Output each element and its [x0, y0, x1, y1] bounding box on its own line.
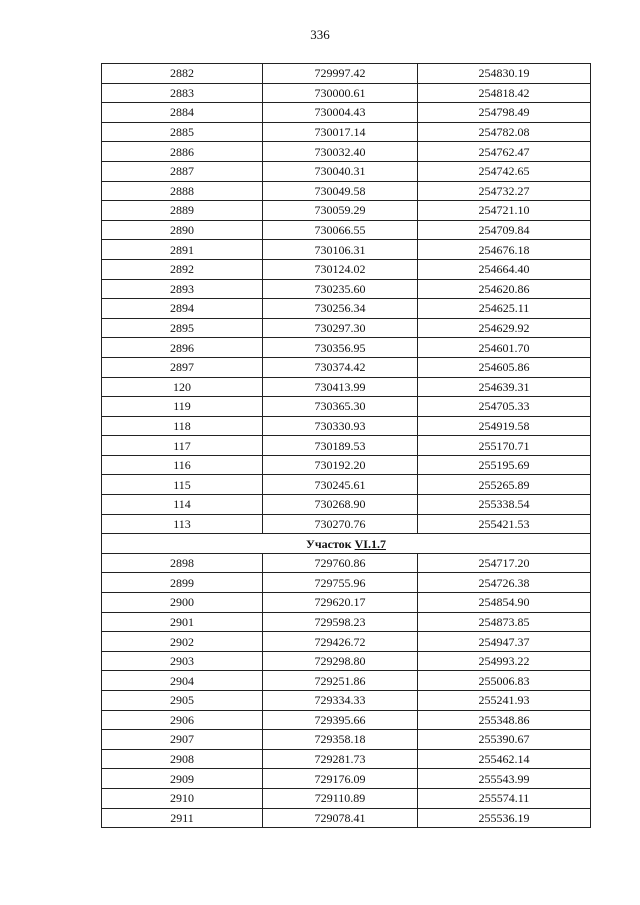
section-header: [102, 534, 591, 554]
y-coordinate-cell: 255241.93: [418, 691, 591, 711]
point-number-cell: 120: [102, 377, 263, 397]
point-number-cell: 2882: [102, 64, 263, 84]
y-coordinate-cell: 255195.69: [418, 455, 591, 475]
table-row: [102, 201, 591, 221]
point-number-cell: 115: [102, 475, 263, 495]
y-coordinate-cell: 255170.71: [418, 436, 591, 456]
y-coordinate-cell: 255006.83: [418, 671, 591, 691]
y-coordinate-cell: 254726.38: [418, 573, 591, 593]
point-number-cell: 2898: [102, 553, 263, 573]
x-coordinate-cell: 730297.30: [263, 318, 418, 338]
point-number-cell: 2884: [102, 103, 263, 123]
table-row: [102, 377, 591, 397]
x-coordinate-cell: 730270.76: [263, 514, 418, 534]
table-row: [102, 749, 591, 769]
point-number-cell: 2896: [102, 338, 263, 358]
x-coordinate-cell: 729334.33: [263, 691, 418, 711]
point-number-cell: 2883: [102, 83, 263, 103]
x-coordinate-cell: 729598.23: [263, 612, 418, 632]
point-number-cell: 2909: [102, 769, 263, 789]
table-row: [102, 357, 591, 377]
x-coordinate-cell: 729755.96: [263, 573, 418, 593]
table-row: [102, 240, 591, 260]
x-coordinate-cell: 729997.42: [263, 64, 418, 84]
y-coordinate-cell: 254798.49: [418, 103, 591, 123]
x-coordinate-cell: 729110.89: [263, 788, 418, 808]
table-row: [102, 142, 591, 162]
y-coordinate-cell: 254782.08: [418, 122, 591, 142]
point-number-cell: 2894: [102, 299, 263, 319]
page-number: 336: [310, 27, 330, 42]
table-row: [102, 338, 591, 358]
table-row: [102, 103, 591, 123]
x-coordinate-cell: 729426.72: [263, 632, 418, 652]
y-coordinate-cell: 254639.31: [418, 377, 591, 397]
point-number-cell: 2900: [102, 593, 263, 613]
point-number-cell: 2910: [102, 788, 263, 808]
x-coordinate-cell: 730124.02: [263, 259, 418, 279]
point-number-cell: 118: [102, 416, 263, 436]
table-row: [102, 651, 591, 671]
point-number-cell: 119: [102, 397, 263, 417]
y-coordinate-cell: 254919.58: [418, 416, 591, 436]
table-row: [102, 397, 591, 417]
y-coordinate-cell: 255574.11: [418, 788, 591, 808]
x-coordinate-cell: 730374.42: [263, 357, 418, 377]
x-coordinate-cell: 730245.61: [263, 475, 418, 495]
table-row: [102, 730, 591, 750]
point-number-cell: 2889: [102, 201, 263, 221]
x-coordinate-cell: 729298.80: [263, 651, 418, 671]
point-number-cell: 2911: [102, 808, 263, 828]
x-coordinate-cell: 730106.31: [263, 240, 418, 260]
point-number-cell: 2897: [102, 357, 263, 377]
point-number-cell: 2899: [102, 573, 263, 593]
x-coordinate-cell: 729176.09: [263, 769, 418, 789]
x-coordinate-cell: 730268.90: [263, 495, 418, 515]
x-coordinate-cell: 730235.60: [263, 279, 418, 299]
point-number-cell: 2888: [102, 181, 263, 201]
y-coordinate-cell: 254818.42: [418, 83, 591, 103]
table-row: [102, 710, 591, 730]
x-coordinate-cell: 730413.99: [263, 377, 418, 397]
x-coordinate-cell: 730189.53: [263, 436, 418, 456]
y-coordinate-cell: 255536.19: [418, 808, 591, 828]
table-row: [102, 259, 591, 279]
y-coordinate-cell: 254705.33: [418, 397, 591, 417]
section-header-row: [102, 534, 591, 554]
x-coordinate-cell: 730049.58: [263, 181, 418, 201]
x-coordinate-cell: 729281.73: [263, 749, 418, 769]
point-number-cell: 2892: [102, 259, 263, 279]
table-row: [102, 299, 591, 319]
y-coordinate-cell: 255265.89: [418, 475, 591, 495]
point-number-cell: 2905: [102, 691, 263, 711]
y-coordinate-cell: 254709.84: [418, 220, 591, 240]
y-coordinate-cell: 254620.86: [418, 279, 591, 299]
table-row: [102, 318, 591, 338]
point-number-cell: 2908: [102, 749, 263, 769]
y-coordinate-cell: 254732.27: [418, 181, 591, 201]
table-row: [102, 64, 591, 84]
table-row: [102, 416, 591, 436]
point-number-cell: 116: [102, 455, 263, 475]
point-number-cell: 2885: [102, 122, 263, 142]
point-number-cell: 2903: [102, 651, 263, 671]
table-row: [102, 553, 591, 573]
x-coordinate-cell: 730059.29: [263, 201, 418, 221]
point-number-cell: 2890: [102, 220, 263, 240]
x-coordinate-cell: 729760.86: [263, 553, 418, 573]
y-coordinate-cell: 255462.14: [418, 749, 591, 769]
point-number-cell: 2906: [102, 710, 263, 730]
table-row: [102, 632, 591, 652]
point-number-cell: 113: [102, 514, 263, 534]
y-coordinate-cell: 254854.90: [418, 593, 591, 613]
table-row: [102, 181, 591, 201]
y-coordinate-cell: 255390.67: [418, 730, 591, 750]
point-number-cell: 2891: [102, 240, 263, 260]
x-coordinate-cell: 730032.40: [263, 142, 418, 162]
point-number-cell: 2893: [102, 279, 263, 299]
y-coordinate-cell: 255338.54: [418, 495, 591, 515]
table-row: [102, 161, 591, 181]
x-coordinate-cell: 730040.31: [263, 161, 418, 181]
table-row: [102, 593, 591, 613]
section-code: VI.1.7: [354, 536, 386, 551]
table-row: [102, 612, 591, 632]
y-coordinate-cell: 254625.11: [418, 299, 591, 319]
y-coordinate-cell: 254742.65: [418, 161, 591, 181]
point-number-cell: 2907: [102, 730, 263, 750]
point-number-cell: 2902: [102, 632, 263, 652]
x-coordinate-cell: 729395.66: [263, 710, 418, 730]
point-number-cell: 117: [102, 436, 263, 456]
y-coordinate-cell: 254721.10: [418, 201, 591, 221]
table-row: [102, 671, 591, 691]
table-row: [102, 122, 591, 142]
x-coordinate-cell: 729251.86: [263, 671, 418, 691]
table-row: [102, 475, 591, 495]
table-row: [102, 514, 591, 534]
y-coordinate-cell: 254947.37: [418, 632, 591, 652]
y-coordinate-cell: 254993.22: [418, 651, 591, 671]
y-coordinate-cell: 254605.86: [418, 357, 591, 377]
x-coordinate-cell: 730330.93: [263, 416, 418, 436]
point-number-cell: 2886: [102, 142, 263, 162]
y-coordinate-cell: 254873.85: [418, 612, 591, 632]
table-row: [102, 83, 591, 103]
point-number-cell: 2895: [102, 318, 263, 338]
x-coordinate-cell: 730192.20: [263, 455, 418, 475]
y-coordinate-cell: 254762.47: [418, 142, 591, 162]
table-row: [102, 279, 591, 299]
table-row: [102, 436, 591, 456]
x-coordinate-cell: 730365.30: [263, 397, 418, 417]
y-coordinate-cell: 255421.53: [418, 514, 591, 534]
x-coordinate-cell: 730000.61: [263, 83, 418, 103]
point-number-cell: 114: [102, 495, 263, 515]
table-row: [102, 769, 591, 789]
x-coordinate-cell: 729358.18: [263, 730, 418, 750]
y-coordinate-cell: 254601.70: [418, 338, 591, 358]
table-row: [102, 455, 591, 475]
point-number-cell: 2904: [102, 671, 263, 691]
table-row: [102, 495, 591, 515]
table-row: [102, 808, 591, 828]
x-coordinate-cell: 730004.43: [263, 103, 418, 123]
x-coordinate-cell: 730356.95: [263, 338, 418, 358]
y-coordinate-cell: 254717.20: [418, 553, 591, 573]
y-coordinate-cell: 254664.40: [418, 259, 591, 279]
y-coordinate-cell: 254676.18: [418, 240, 591, 260]
table-row: [102, 788, 591, 808]
coordinates-table: [101, 63, 591, 828]
x-coordinate-cell: 730017.14: [263, 122, 418, 142]
table-row: [102, 691, 591, 711]
point-number-cell: 2901: [102, 612, 263, 632]
section-label: Участок: [306, 536, 352, 551]
x-coordinate-cell: 729078.41: [263, 808, 418, 828]
x-coordinate-cell: 730066.55: [263, 220, 418, 240]
coordinates-table-body: [102, 64, 591, 828]
table-row: [102, 220, 591, 240]
x-coordinate-cell: 729620.17: [263, 593, 418, 613]
y-coordinate-cell: 254629.92: [418, 318, 591, 338]
point-number-cell: 2887: [102, 161, 263, 181]
table-row: [102, 573, 591, 593]
y-coordinate-cell: 254830.19: [418, 64, 591, 84]
y-coordinate-cell: 255348.86: [418, 710, 591, 730]
x-coordinate-cell: 730256.34: [263, 299, 418, 319]
y-coordinate-cell: 255543.99: [418, 769, 591, 789]
